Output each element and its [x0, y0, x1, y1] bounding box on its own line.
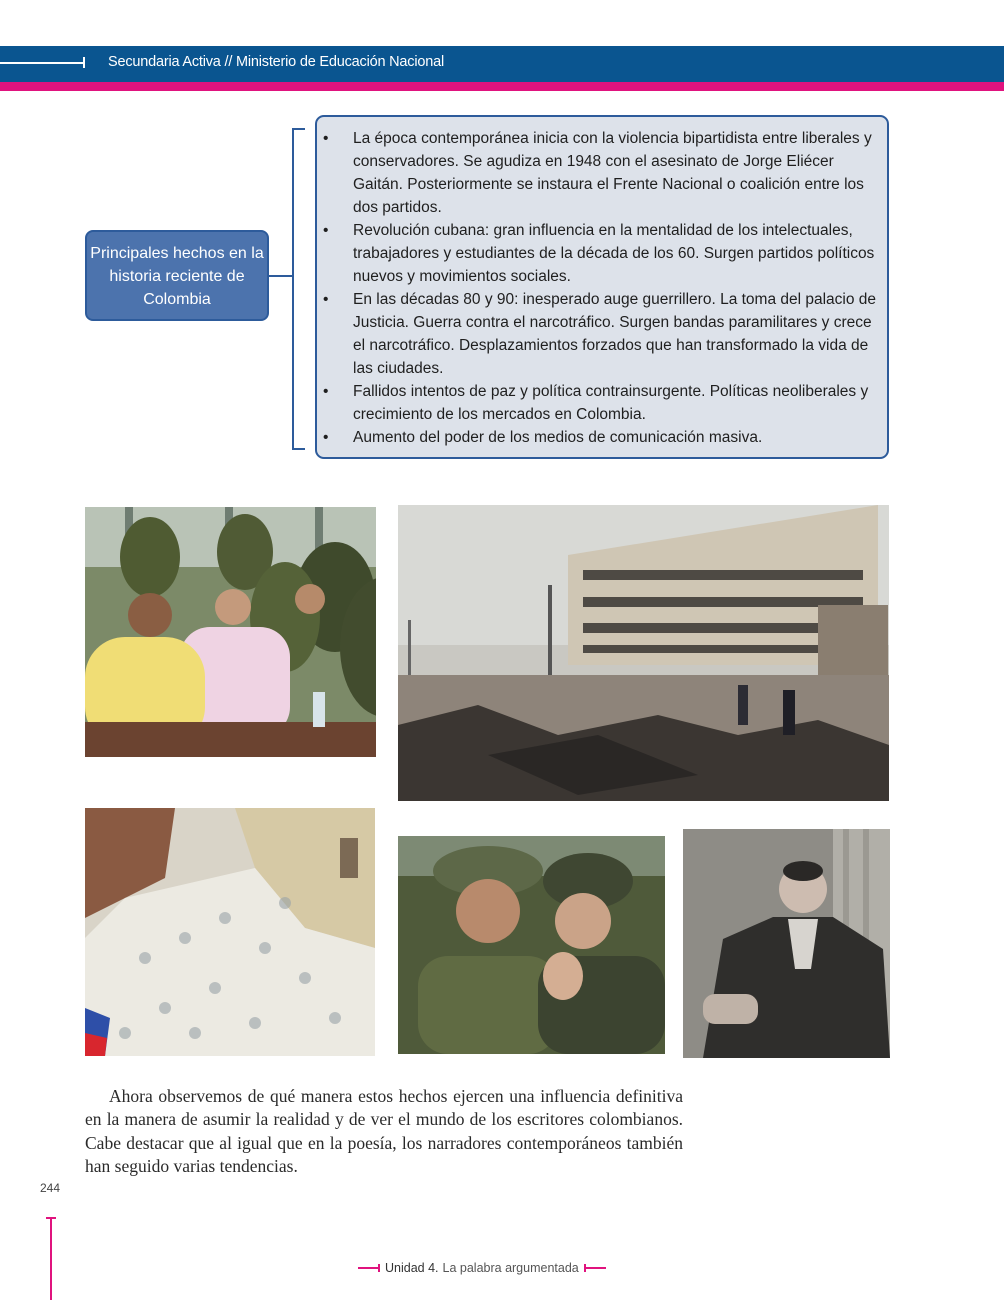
- header-title: Secundaria Activa // Ministerio de Educación Nacional: [108, 54, 444, 70]
- footer: [358, 1261, 606, 1275]
- concept-map-topic: Principales hechos en la historia reciente de Colombia: [85, 230, 269, 321]
- photo-leaders-greeting: [398, 836, 665, 1054]
- footer-unit-title: La palabra argumentada: [442, 1261, 579, 1275]
- fact-item: • En las décadas 80 y 90: inesperado auge guerrillero. La toma del palacio de Justicia. Guerra contra el narcotráfico. Surgen bandas paramilitares y crece el narcotráfico. Desplazamientos forzados que han transformado la vida de las ciudades.: [317, 288, 877, 380]
- footer-left-rule: [358, 1267, 380, 1269]
- photo-peace-march: [85, 808, 375, 1056]
- page-number: 244: [40, 1181, 61, 1195]
- concept-map-bracket: [292, 128, 305, 450]
- header-rule: [0, 62, 84, 64]
- footer-right-rule: [584, 1267, 606, 1269]
- fact-item: • La época contemporánea inicia con la violencia bipartidista entre liberales y conservadores. Se agudiza en 1948 con el asesinato de Jorge Eliécer Gaitán. Posteriormente se instaura el Frente Nacional o coalición entre los dos partidos.: [317, 127, 877, 219]
- fact-item: • Aumento del poder de los medios de comunicación masiva.: [317, 426, 877, 449]
- header-accent-stripe: [0, 82, 1004, 91]
- facts-list: [317, 127, 877, 449]
- fact-item: • Fallidos intentos de paz y política contrainsurgente. Políticas neoliberales y crecimiento de los mercados en Colombia.: [317, 380, 877, 426]
- header-rule-tick: [83, 57, 85, 68]
- photo-historic-speaker: [683, 829, 890, 1058]
- concept-map-facts-box: [315, 115, 889, 459]
- photo-bombed-building: [398, 505, 889, 801]
- concept-map-connector: [269, 275, 293, 277]
- fact-item: • Revolución cubana: gran influencia en la mentalidad de los intelectuales, trabajadores y estudiantes de la década de los 60. Surgen partidos políticos nuevos y movimientos sociales.: [317, 219, 877, 288]
- photo-peace-negotiation: [85, 507, 376, 757]
- margin-marker-line: [50, 1219, 52, 1300]
- footer-unit: Unidad 4.: [385, 1261, 439, 1275]
- body-paragraph: Ahora observemos de qué manera estos hechos ejercen una influencia definitiva en la manera de asumir la realidad y de ver el mundo de los escritores colombianos. Cabe destacar que al igual que en la poesía, los narradores contemporáneos también han seguido varias tendencias.: [85, 1086, 683, 1176]
